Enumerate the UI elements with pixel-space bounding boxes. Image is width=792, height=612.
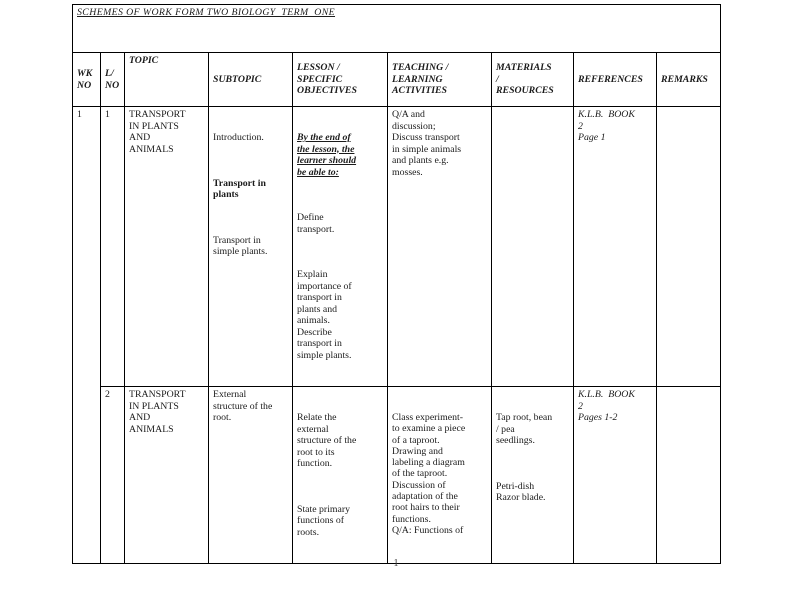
cell-topic: TRANSPORT IN PLANTS AND ANIMALS <box>125 107 209 387</box>
schemes-of-work-table <box>72 4 721 564</box>
cell-teaching-activities <box>388 387 492 564</box>
cell-references: K.L.B. BOOK 2 Page 1 <box>574 107 657 387</box>
col-header-l-no: L/ NO <box>101 53 125 107</box>
objective-item-1: Define transport. <box>297 212 335 235</box>
col-header-teaching-activities: TEACHING / LEARNING ACTIVITIES <box>388 53 492 107</box>
cell-materials <box>492 107 574 387</box>
objective-item-1: Relate the external structure of the root to its function. <box>297 412 357 469</box>
col-header-lesson-objectives: LESSON / SPECIFIC OBJECTIVES <box>293 53 388 107</box>
table-row-lesson-2 <box>73 387 721 564</box>
cell-references: K.L.B. BOOK 2 Pages 1-2 <box>574 387 657 564</box>
subtopic-detail-text: Transport in simple plants. <box>213 234 268 257</box>
objective-item-2: State primary functions of roots. <box>297 503 351 538</box>
objectives-heading-text: By the end of the lesson, the learner should be able to: <box>297 132 357 178</box>
cell-lesson-no: 2 <box>101 387 125 564</box>
cell-objectives <box>293 387 388 564</box>
cell-lesson-no: 1 <box>101 107 125 387</box>
objective-item-2: Explain importance of transport in plants and animals. Describe transport in simple plants. <box>297 269 352 361</box>
title-row <box>73 5 721 53</box>
col-header-materials-resources: MATERIALS / RESOURCES <box>492 53 574 107</box>
subtopic-heading-text: Transport in plants <box>213 177 266 200</box>
cell-objectives <box>293 107 388 387</box>
cell-remarks <box>657 107 721 387</box>
cell-subtopic: External structure of the root. <box>209 387 293 564</box>
col-header-references: REFERENCES <box>574 53 657 107</box>
col-header-subtopic: SUBTOPIC <box>209 53 293 107</box>
materials-item-2: Petri-dish Razor blade. <box>496 480 546 503</box>
cell-topic: TRANSPORT IN PLANTS AND ANIMALS <box>125 387 209 564</box>
cell-remarks <box>657 387 721 564</box>
col-header-topic: TOPIC <box>125 53 209 107</box>
teaching-activities-text: Class experiment- to examine a piece of a taproot. Drawing and labeling a diagram of the taproot. Discussion of adaptation of the root hairs to their functions. Q/A: Functions of <box>392 412 466 536</box>
table-row-lesson-1 <box>73 107 721 387</box>
materials-item-1: Tap root, bean / pea seedlings. <box>496 412 553 446</box>
col-header-remarks: REMARKS <box>657 53 721 107</box>
cell-wk-no: 1 <box>73 107 101 564</box>
column-header-row <box>73 53 721 107</box>
cell-teaching-activities: Q/A and discussion; Discuss transport in simple animals and plants e.g. mosses. <box>388 107 492 387</box>
cell-subtopic <box>209 107 293 387</box>
page-number: 1 <box>393 558 399 569</box>
col-header-wk-no: WK NO <box>73 53 101 107</box>
cell-materials <box>492 387 574 564</box>
subtopic-intro-text: Introduction. <box>213 132 264 143</box>
document-title: SCHEMES OF WORK FORM TWO BIOLOGY TERM ONE <box>73 5 721 53</box>
